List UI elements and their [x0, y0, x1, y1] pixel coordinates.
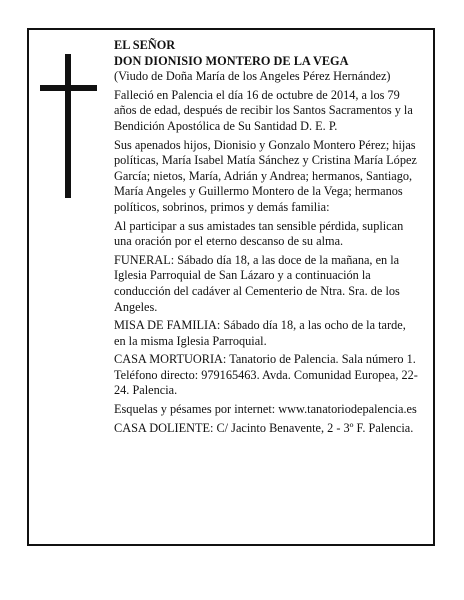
widower-note: (Viudo de Doña María de los Angeles Pérez Hernández) [114, 69, 391, 84]
funeral-home-paragraph: CASA MORTUORIA: Tanatorio de Palencia. Sala número 1. Teléfono directo: 979165463. Avda. Comunidad Europea, 22-24. Palencia. [114, 352, 418, 398]
funeral-paragraph: FUNERAL: Sábado día 18, a las doce de la mañana, en la Iglesia Parroquial de San Lázaro y a continuación la conducción del cadáver al Cementerio de Ntra. Sra. de los Angeles. [114, 252, 400, 314]
deceased-name: DON DIONISIO MONTERO DE LA VEGA [114, 53, 349, 68]
request-paragraph: Al participar a sus amistades tan sensible pérdida, suplican una oración por el eterno descanso de su alma. [114, 218, 404, 249]
death-paragraph: Falleció en Palencia el día 16 de octubre de 2014, a los 79 años de edad, después de recibir los Santos Sacramentos y la Bendición Apostólica de Su Santidad D. E. P. [114, 87, 413, 133]
family-paragraph: Sus apenados hijos, Dionisio y Gonzalo Montero Pérez; hijas políticas, María Isabel Matía Sánchez y Cristina María López García; nietos, María, Adrián y Andrea; hermanos, Santiago, María Angeles y Guillermo Montero de la Vega; hermanos políticos, sobrinos, primos y demás familia: [114, 137, 417, 214]
notice-text [114, 38, 420, 439]
cross-icon [65, 54, 71, 198]
mourning-house-paragraph: CASA DOLIENTE: C/ Jacinto Benavente, 2 - 3º F. Palencia. [114, 420, 414, 435]
internet-paragraph: Esquelas y pésames por internet: www.tanatoriodepalencia.es [114, 402, 417, 417]
cross-icon-bar [40, 85, 97, 91]
heading-line1: EL SEÑOR [114, 38, 176, 52]
family-mass-paragraph: MISA DE FAMILIA: Sábado día 18, a las ocho de la tarde, en la misma Iglesia Parroquial. [114, 318, 406, 348]
